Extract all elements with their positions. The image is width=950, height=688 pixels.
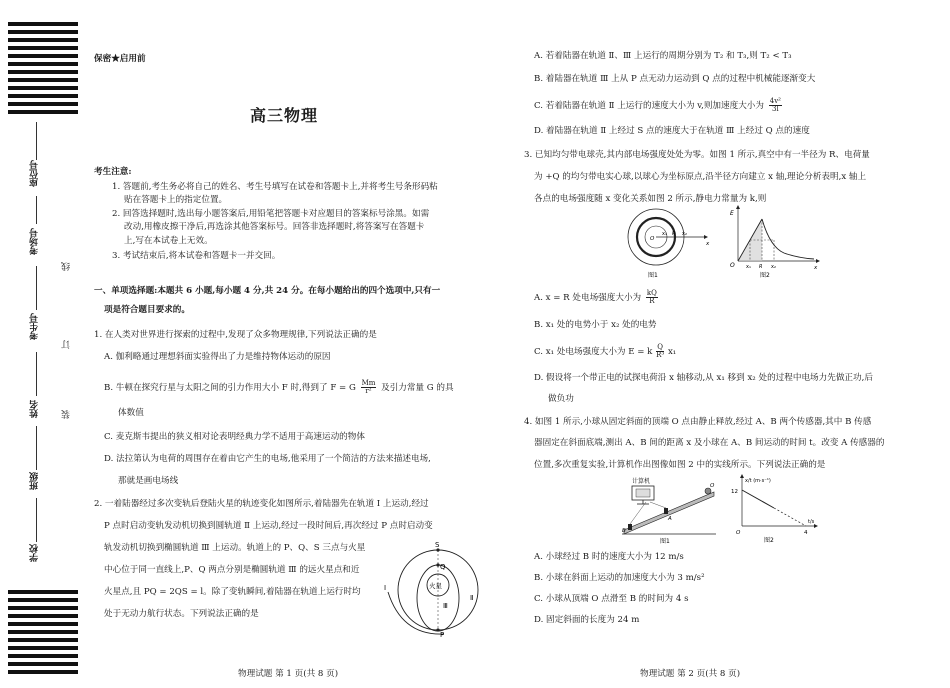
orbit-figure: [382, 538, 490, 638]
binding-stripe: [8, 638, 78, 642]
svg-text:t/s: t/s: [808, 519, 815, 525]
section-heading: 一、单项选择题:本题共 6 小题,每小题 4 分,共 24 分。在每小题给出的四个选项中,只有一: [94, 286, 441, 296]
q4-line: 4. 如图 1 所示,小球从固定斜面的顶端 O 点由静止释放,经过 A、B 两个传感器,其中 B 传感: [524, 417, 872, 427]
q1-option-b-text: B. 牛顿在探究行星与太阳之间的引力作用大小 F 时,得到了 F = G: [104, 383, 356, 393]
secret-label: 保密★启用前: [94, 54, 146, 64]
binding-stripe: [8, 30, 78, 34]
svg-text:x₂: x₂: [771, 264, 776, 270]
q4-option-c: C. 小球从顶端 O 点滑至 B 的时间为 4 s: [534, 594, 689, 604]
svg-text:R: R: [672, 231, 676, 237]
binding-stripe: [8, 670, 78, 674]
page-2-footer: 物理试题 第 2 页(共 8 页): [640, 669, 741, 680]
q3-figure-2: [726, 205, 822, 281]
notice-line: 上,写在本试卷上无效。: [124, 236, 213, 246]
svg-text:O: O: [650, 236, 655, 242]
seat-number-label: 座位号: [30, 160, 40, 187]
label-p: P: [440, 631, 445, 638]
q4-option-d: D. 固定斜面的长度为 24 m: [534, 615, 640, 625]
svg-text:O: O: [736, 530, 741, 536]
svg-text:x₁: x₁: [662, 231, 667, 237]
q2-option-c: C. 若着陆器在轨道 Ⅱ 上运行的速度大小为 v,则加速度大小为 $\frac{\text{4v²}}{3l}$: [534, 97, 781, 113]
binding-stripe: [8, 22, 78, 26]
q1-option-b: B. 牛顿在探究行星与太阳之间的引力作用大小 F 时,得到了 F = G $\frac{Mm}{\text{r²}}$ 及引力常量 G 的具: [104, 379, 454, 395]
orbit-1-label: Ⅰ: [384, 584, 387, 592]
binding-stripe: [8, 70, 78, 74]
q4-figure-2: [728, 474, 820, 544]
binding-stripe: [8, 102, 78, 106]
q3-option-c: C. x₁ 处电场强度大小为 E = k $\frac{Q}{\text{R³}}$ x₁: [534, 343, 677, 359]
q4-option-b: B. 小球在斜面上运动的加速度大小为 3 m/s²: [534, 573, 705, 583]
binding-stripe: [8, 646, 78, 650]
e-field-decay: [762, 219, 814, 259]
svg-text:A: A: [668, 516, 672, 522]
binding-stripe: [8, 86, 78, 90]
notice-line: 贴在答题卡上的指定位置。: [124, 195, 228, 205]
label-s: S: [435, 541, 440, 549]
svg-text:x: x: [814, 265, 818, 271]
q4-line: 位置,多次重复实验,计算机作出图像如图 2 中的实线所示。下列说法正确的是: [534, 460, 826, 470]
fig1-caption: 图1: [648, 272, 658, 279]
q3-option-d: D. 假设将一个带正电的试探电荷沿 x 轴移动,从 x₁ 移到 x₂ 处的过程中电场力先做正功,后: [534, 373, 873, 383]
q2-line: 轨发动机切换到椭圆轨道 Ⅲ 上运动。轨道上的 P、Q、S 三点与火星: [104, 543, 366, 553]
svg-text:x₂: x₂: [682, 231, 687, 237]
svg-text:O: O: [710, 483, 715, 489]
notice-line: 改动,用橡皮擦干净后,再选涂其他答案标号。回答非选择题时,将答案写在答题卡: [124, 222, 425, 232]
svg-text:O: O: [730, 262, 735, 269]
q2-option-d: D. 着陆器在轨道 Ⅱ 上经过 S 点的速度大于在轨道 Ⅲ 上经过 Q 点的速度: [534, 126, 810, 136]
q4-fig1-caption: 图1: [660, 538, 670, 544]
binding-stripe: [8, 38, 78, 42]
name-label: 姓名: [30, 400, 40, 418]
candidate-number-label: 考生号: [30, 313, 40, 340]
q1-fraction: $\frac{Mm}{\text{r²}}$: [361, 379, 376, 395]
orbit-2-label: Ⅱ: [470, 594, 474, 602]
orbit-3-label: Ⅲ: [443, 602, 448, 610]
binding-stripe: [8, 662, 78, 666]
class-label: 班级: [30, 472, 40, 490]
q1-option-a: A. 伽利略通过理想斜面实验得出了力是维持物体运动的原因: [104, 352, 331, 362]
exam-room-label: 考场号: [30, 228, 40, 255]
q2-line: 处于无动力航行状态。下列说法正确的是: [104, 609, 259, 619]
q2-line: 2. 一着陆器经过多次变轨后登陆火星的轨迹变化如图所示,着陆器先在轨道 Ⅰ 上运动,经过: [94, 499, 429, 509]
q3-line: 为 +Q 的均匀带电实心球,以球心为坐标原点,沿半径方向建立 x 轴,理论分析表明,x 轴上: [534, 172, 867, 182]
q1-option-b-cont: 体数值: [118, 408, 144, 418]
q1-option-c: C. 麦克斯韦提出的狭义相对论表明经典力学不适用于高速运动的物体: [104, 432, 365, 442]
section-heading-cont: 项是符合题目要求的。: [104, 305, 190, 315]
binding-stripe: [8, 46, 78, 50]
svg-text:x₁: x₁: [746, 264, 751, 270]
q2-option-a: A. 若着陆器在轨道 Ⅱ、Ⅲ 上运行的周期分别为 T₂ 和 T₃,则 T₂ < T₃: [534, 51, 792, 61]
q3-option-d-cont: 做负功: [548, 394, 574, 404]
binding-stripe: [8, 606, 78, 610]
install-mark: 装: [62, 410, 72, 419]
school-label: 学校: [30, 544, 40, 562]
binding-margin: [0, 0, 86, 688]
fig2-caption: 图2: [760, 272, 770, 279]
binding-stripe: [8, 62, 78, 66]
svg-text:12: 12: [731, 489, 738, 495]
q1-stem: 1. 在人类对世界进行探索的过程中,发现了众多物理规律,下列说法正确的是: [94, 330, 377, 340]
sensor-b: [628, 524, 632, 530]
q1-option-d-cont: 那就是画电场线: [118, 476, 179, 486]
binding-stripe: [8, 110, 78, 114]
q2-line: P 点时启动变轨发动机切换到圆轨道 Ⅱ 上运动,经过一段时间后,再次经过 P 点时启动变: [104, 521, 433, 531]
q2-option-b: B. 着陆器在轨道 Ⅲ 上从 P 点无动力运动到 Q 点的过程中机械能逐渐变大: [534, 74, 816, 84]
binding-stripe: [8, 654, 78, 658]
binding-stripe: [8, 94, 78, 98]
svg-text:B: B: [622, 528, 626, 534]
xt-dashed-line: [774, 508, 806, 526]
q4-option-a: A. 小球经过 B 时的速度大小为 12 m/s: [534, 552, 684, 562]
svg-text:x: x: [706, 241, 710, 247]
page-1-footer: 物理试题 第 1 页(共 8 页): [238, 669, 339, 680]
line-mark: 线: [62, 262, 72, 271]
q2-line: 中心位于同一直线上,P、Q 两点分别是椭圆轨道 Ⅲ 的远火星点和近: [104, 565, 360, 575]
q3-line: 各点的电场强度随 x 变化关系如图 2 所示,静电力常量为 k,则: [534, 194, 767, 204]
q2-line: 火星点,且 PQ = 2QS = l。除了变轨瞬间,着陆器在轨道上运行时均: [104, 587, 361, 597]
binding-stripe: [8, 630, 78, 634]
computer-label: 计算机: [632, 478, 651, 485]
exam-title: 高三物理: [250, 106, 319, 125]
q3-option-b: B. x₁ 处的电势小于 x₂ 处的电势: [534, 320, 657, 330]
q4-line: 器固定在斜面底端,测出 A、B 间的距离 x 及小球在 A、B 间运动的时间 t。改变 A 传感器的: [534, 438, 885, 448]
page-1: [90, 0, 490, 688]
q4-figure-1: [616, 474, 720, 544]
sensor-a: [664, 508, 668, 514]
binding-stripe: [8, 598, 78, 602]
q1-option-d: D. 法拉第认为电荷的周围存在着由它产生的电场,他采用了一个简洁的方法来描述电场,: [104, 454, 431, 464]
notice-title: 考生注意:: [94, 167, 132, 177]
notice-line: 3. 考试结束后,将本试卷和答题卡一并交回。: [112, 251, 281, 261]
orbit-1-path: [388, 592, 444, 634]
bind-mark: 订: [62, 340, 72, 349]
q3-option-a: A. x = R 处电场强度大小为 $\frac{kQ}{R}$: [534, 289, 657, 305]
label-q: Q: [440, 563, 446, 571]
mars-label: 火星: [429, 582, 442, 590]
q4-fig2-caption: 图2: [764, 537, 774, 544]
notice-line: 2. 回答选择题时,选出每小题答案后,用铅笔把答题卡对应题目的答案标号涂黑。如需: [112, 209, 430, 219]
binding-stripe: [8, 614, 78, 618]
binding-stripe: [8, 78, 78, 82]
notice-line: 1. 答题前,考生务必将自己的姓名、考生号填写在试卷和答题卡上,并将考生号条形码粘: [112, 182, 438, 192]
binding-stripe: [8, 54, 78, 58]
page-2: [520, 0, 930, 688]
svg-text:4: 4: [804, 530, 808, 536]
svg-text:R: R: [759, 264, 763, 270]
q3-line: 3. 已知均匀带电球壳,其内部电场强度处处为零。如图 1 所示,真空中有一半径为 R、电荷量: [524, 150, 870, 160]
q3-figure-1: [622, 205, 712, 281]
svg-text:x/t (m·s⁻¹): x/t (m·s⁻¹): [745, 478, 771, 484]
binding-stripe: [8, 590, 78, 594]
binding-stripe: [8, 622, 78, 626]
xt-solid-line: [742, 490, 774, 508]
svg-text:E: E: [730, 210, 734, 217]
